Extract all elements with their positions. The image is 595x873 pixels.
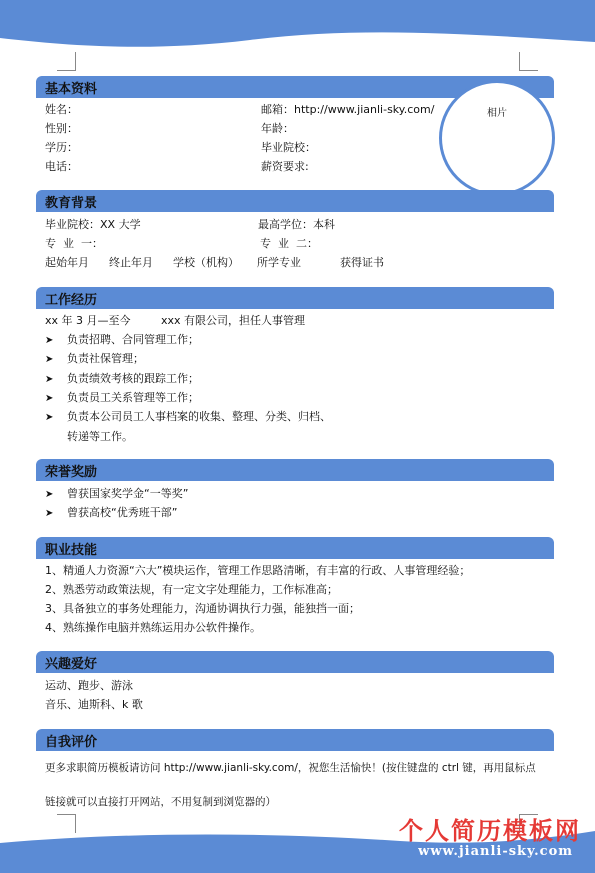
skill-item: 3、具备独立的事务处理能力，沟通协调执行力强，能独挡一面； bbox=[45, 602, 360, 615]
list-item: ➤ 曾获国家奖学金“一等奖” bbox=[45, 487, 189, 500]
work-item-continuation: 转递等工作。 bbox=[67, 430, 133, 443]
field-phone: 电话： bbox=[45, 160, 78, 173]
list-item: ➤ 负责社保管理； bbox=[45, 352, 144, 365]
skill-item: 1、精通人力资源“六大”模块运作，管理工作思路清晰，有丰富的行政、人事管理经验； bbox=[45, 564, 471, 577]
section-title-self: 自我评价 bbox=[45, 735, 98, 750]
self-eval-line-1[interactable]: 更多求职简历模板请访问 http://www.jianli-sky.com/，祝您生活愉快！(按住键盘的 ctrl 键，再用鼠标点 bbox=[45, 762, 536, 774]
section-header-education bbox=[36, 190, 554, 212]
section-header-skills bbox=[36, 537, 554, 559]
crop-mark-bottom-left bbox=[57, 814, 76, 833]
section-header-honors bbox=[36, 459, 554, 481]
list-item: ➤ 负责绩效考核的跟踪工作； bbox=[45, 372, 199, 385]
crop-mark-top-left bbox=[57, 52, 76, 71]
hobbies-line-1: 运动、跑步、游泳 bbox=[45, 679, 133, 692]
section-title-skills: 职业技能 bbox=[45, 543, 98, 558]
work-company: xxx 有限公司，担任人事管理 bbox=[161, 314, 306, 327]
section-header-self bbox=[36, 729, 554, 751]
edu-col-cert: 获得证书 bbox=[340, 256, 384, 269]
edu-col-start: 起始年月 bbox=[45, 256, 89, 269]
edu-major-two: 专 业 二： bbox=[260, 237, 318, 250]
footer-brand-url[interactable]: www.jianli-sky.com bbox=[418, 844, 573, 859]
section-title-work: 工作经历 bbox=[45, 293, 98, 308]
edu-col-school: 学校（机构） bbox=[173, 256, 239, 269]
field-gender: 性别： bbox=[45, 122, 78, 135]
footer-brand-title: 个人简历模板网 bbox=[399, 816, 581, 845]
arrow-bullet-icon: ➤ bbox=[45, 354, 54, 365]
field-email[interactable]: 邮箱：http://www.jianli-sky.com/ bbox=[261, 103, 435, 116]
arrow-bullet-icon: ➤ bbox=[45, 393, 54, 404]
arrow-bullet-icon: ➤ bbox=[45, 489, 54, 500]
crop-mark-top-right bbox=[519, 52, 538, 71]
field-name: 姓名： bbox=[45, 103, 78, 116]
edu-col-major: 所学专业 bbox=[257, 256, 301, 269]
self-eval-line-2: 链接就可以直接打开网站，不用复制到浏览器的） bbox=[45, 796, 276, 808]
photo-label: 相片 bbox=[487, 108, 507, 119]
arrow-bullet-icon: ➤ bbox=[45, 508, 54, 519]
edu-school: 毕业院校：XX 大学 bbox=[45, 218, 141, 231]
section-title-education: 教育背景 bbox=[45, 196, 98, 211]
field-salary: 薪资要求: bbox=[261, 160, 309, 173]
field-degree: 学历： bbox=[45, 141, 78, 154]
work-period: xx 年 3 月—至今 bbox=[45, 314, 131, 327]
top-wave-banner bbox=[0, 0, 595, 60]
arrow-bullet-icon: ➤ bbox=[45, 374, 54, 385]
field-school: 毕业院校： bbox=[261, 141, 316, 154]
list-item: ➤ 负责招聘、合同管理工作； bbox=[45, 333, 199, 346]
edu-col-end: 终止年月 bbox=[109, 256, 153, 269]
hobbies-line-2: 音乐、迪斯科、k 歌 bbox=[45, 698, 143, 711]
list-item: ➤ 负责员工关系管理等工作； bbox=[45, 391, 199, 404]
photo-placeholder bbox=[439, 80, 555, 196]
arrow-bullet-icon: ➤ bbox=[45, 335, 54, 346]
arrow-bullet-icon: ➤ bbox=[45, 412, 54, 423]
skill-item: 2、熟悉劳动政策法规，有一定文字处理能力，工作标准高； bbox=[45, 583, 338, 596]
edu-major-one: 专 业 一： bbox=[45, 237, 103, 250]
edu-highest-degree: 最高学位：本科 bbox=[258, 218, 335, 231]
section-title-hobbies: 兴趣爱好 bbox=[45, 657, 98, 672]
section-header-hobbies bbox=[36, 651, 554, 673]
list-item: ➤ 曾获高校“优秀班干部” bbox=[45, 506, 178, 519]
list-item: ➤ 负责本公司员工人事档案的收集、整理、分类、归档、 bbox=[45, 410, 331, 423]
section-title-honors: 荣誉奖励 bbox=[45, 465, 98, 480]
section-header-work bbox=[36, 287, 554, 309]
field-age: 年龄： bbox=[261, 122, 294, 135]
section-title-basic: 基本资料 bbox=[45, 82, 98, 97]
skill-item: 4、熟练操作电脑并熟练运用办公软件操作。 bbox=[45, 621, 261, 634]
